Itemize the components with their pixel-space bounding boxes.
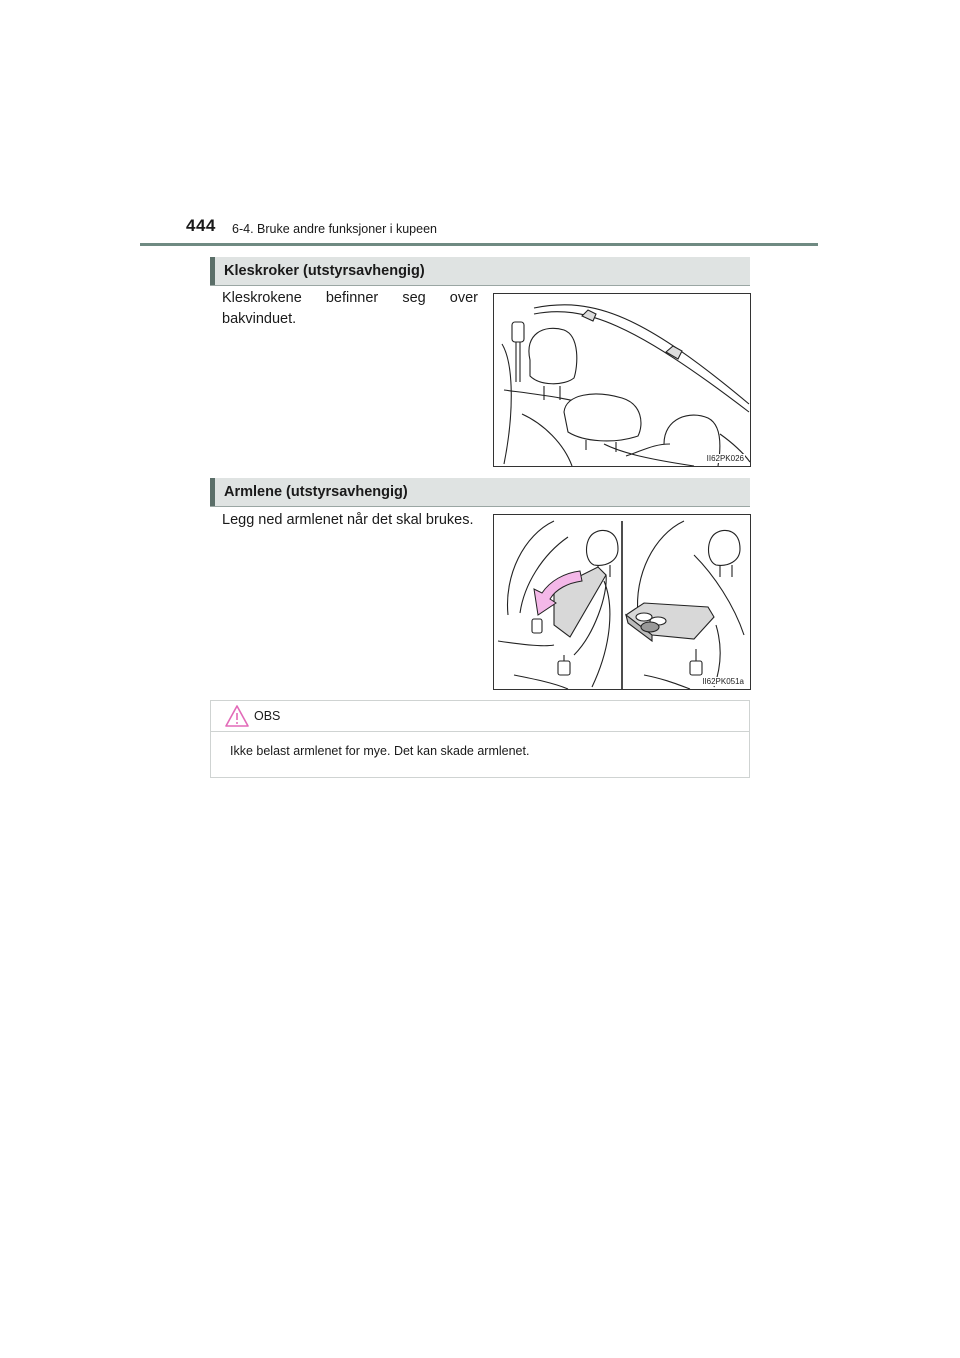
armrest-illustration [494,515,750,689]
notice-header [211,701,749,732]
clothes-hooks-illustration [494,294,750,466]
running-head: 6-4. Bruke andre funksjoner i kupeen [232,222,437,236]
figure-clothes-hooks [493,293,751,467]
section-heading-clothes-hooks [210,257,750,286]
page-number: 444 [186,216,216,235]
warning-triangle-icon [224,704,250,728]
figure-armrest [493,514,751,690]
section-heading-armrest [210,478,750,507]
figure-code: II62PK026 [706,454,744,463]
section-title: Kleskroker (utstyrsavhengig) [224,263,425,279]
notice-title: OBS [254,709,281,723]
notice-text: Ikke belast armlenet for mye. Det kan skade armlenet. [230,744,530,758]
notice-box [210,700,750,778]
section-body-text: Kleskrokene befinner seg over bakvinduet. [222,290,478,327]
header-rule [140,243,818,246]
section-body-text: Legg ned armlenet når det skal brukes. [222,512,474,528]
figure-code: II62PK051a [702,677,744,686]
section-title: Armlene (utstyrsavhengig) [224,484,408,500]
